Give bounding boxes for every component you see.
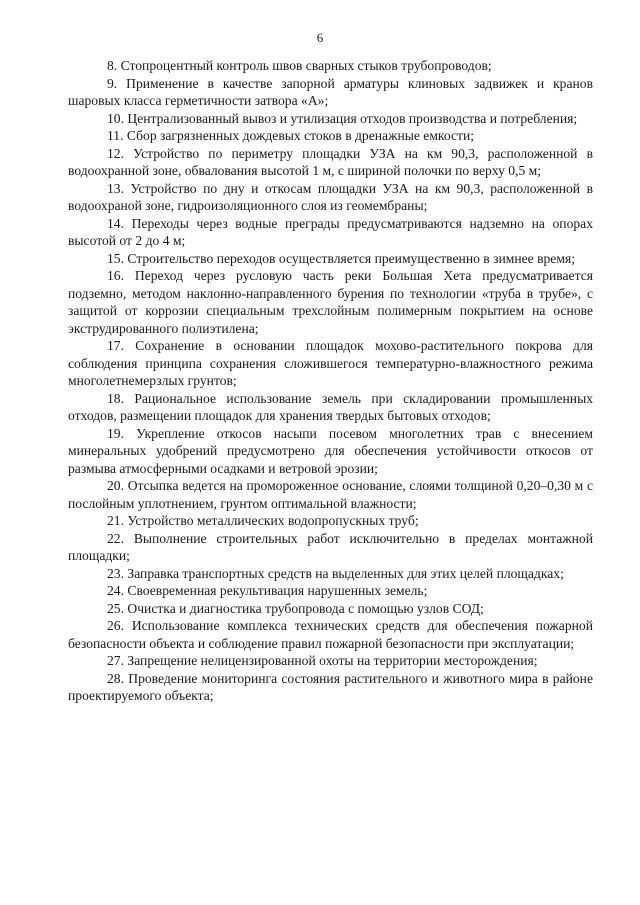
- list-item: 27. Запрещение нелицензированной охоты на территории месторождения;: [107, 653, 538, 668]
- page-number: 6: [316, 30, 324, 45]
- list-item: 28. Проведение мониторинга состояния растительного и животного мира в районе проектируемого объекта;: [68, 670, 593, 703]
- list-item: 25. Очистка и диагностика трубопровода с помощью узлов СОД;: [107, 600, 484, 616]
- list-item: 21. Устройство металлических водопропускных труб;: [107, 513, 419, 528]
- list-item: 17. Сохранение в основании площадок мохово-растительного покрова для соблюдения принципа сохранения сложившегося температурно-влажностного режима многолетнемерзлых грунтов;: [68, 338, 593, 388]
- list-item: 20. Отсыпка ведется на промороженное основание, слоями толщиной 0,20–0,30 м с послойным уплотнением, грунтом оптимальной влажности;: [68, 478, 593, 511]
- list-item: 10. Централизованный вывоз и утилизация отходов производства и потребления;: [107, 110, 578, 126]
- list-item: 16. Переход через русловую часть реки Большая Хета предусматривается подземно, методом наклонно-направленного бурения по технологии «труба в трубе», с защитой от коррозии специальным трехслойным полимерным покрытием на основе экструдированного полиэтилена;: [68, 268, 593, 336]
- document-body: [68, 57, 593, 705]
- list-item: 9. Применение в качестве запорной арматуры клиновых задвижек и кранов шаровых класса герметичности затвора «А»;: [68, 75, 593, 108]
- list-item: 12. Устройство по периметру площадки УЗА на км 90,3, расположенной в водоохранной зоне, обвалования высотой 1 м, с шириной полочки по верху 0,5 м;: [68, 145, 593, 178]
- list-item: 15. Строительство переходов осуществляется преимущественно в зимнее время;: [107, 250, 575, 266]
- list-item: 11. Сбор загрязненных дождевых стоков в дренажные емкости;: [107, 128, 475, 143]
- list-item: 22. Выполнение строительных работ исключительно в пределах монтажной площадки;: [68, 530, 593, 563]
- list-item: 13. Устройство по дну и откосам площадки УЗА на км 90,3, расположенной в водоохраной зоне, гидроизоляционного слоя из геомембраны;: [68, 180, 593, 213]
- list-item: 23. Заправка транспортных средств на выделенных для этих целей площадках;: [107, 565, 564, 581]
- list-item: 18. Рациональное использование земель при складировании промышленных отходов, размещении площадок для хранения твердых бытовых отходов;: [68, 390, 593, 423]
- list-item: 24. Своевременная рекультивация нарушенных земель;: [107, 583, 428, 598]
- list-item: 14. Переходы через водные преграды предусматриваются надземно на опорах высотой от 2 до 4 м;: [68, 215, 593, 248]
- list-item: 26. Использование комплекса технических средств для обеспечения пожарной безопасности объекта и соблюдение правил пожарной безопасности при эксплуатации;: [68, 618, 593, 651]
- list-item: 19. Укрепление откосов насыпи посевом многолетних трав с внесением минеральных удобрений предусмотрено для обеспечения устойчивости откосов от размыва атмосферными осадками и ветровой эрозии;: [68, 425, 593, 476]
- list-item: 8. Стопроцентный контроль швов сварных стыков трубопроводов;: [107, 58, 492, 73]
